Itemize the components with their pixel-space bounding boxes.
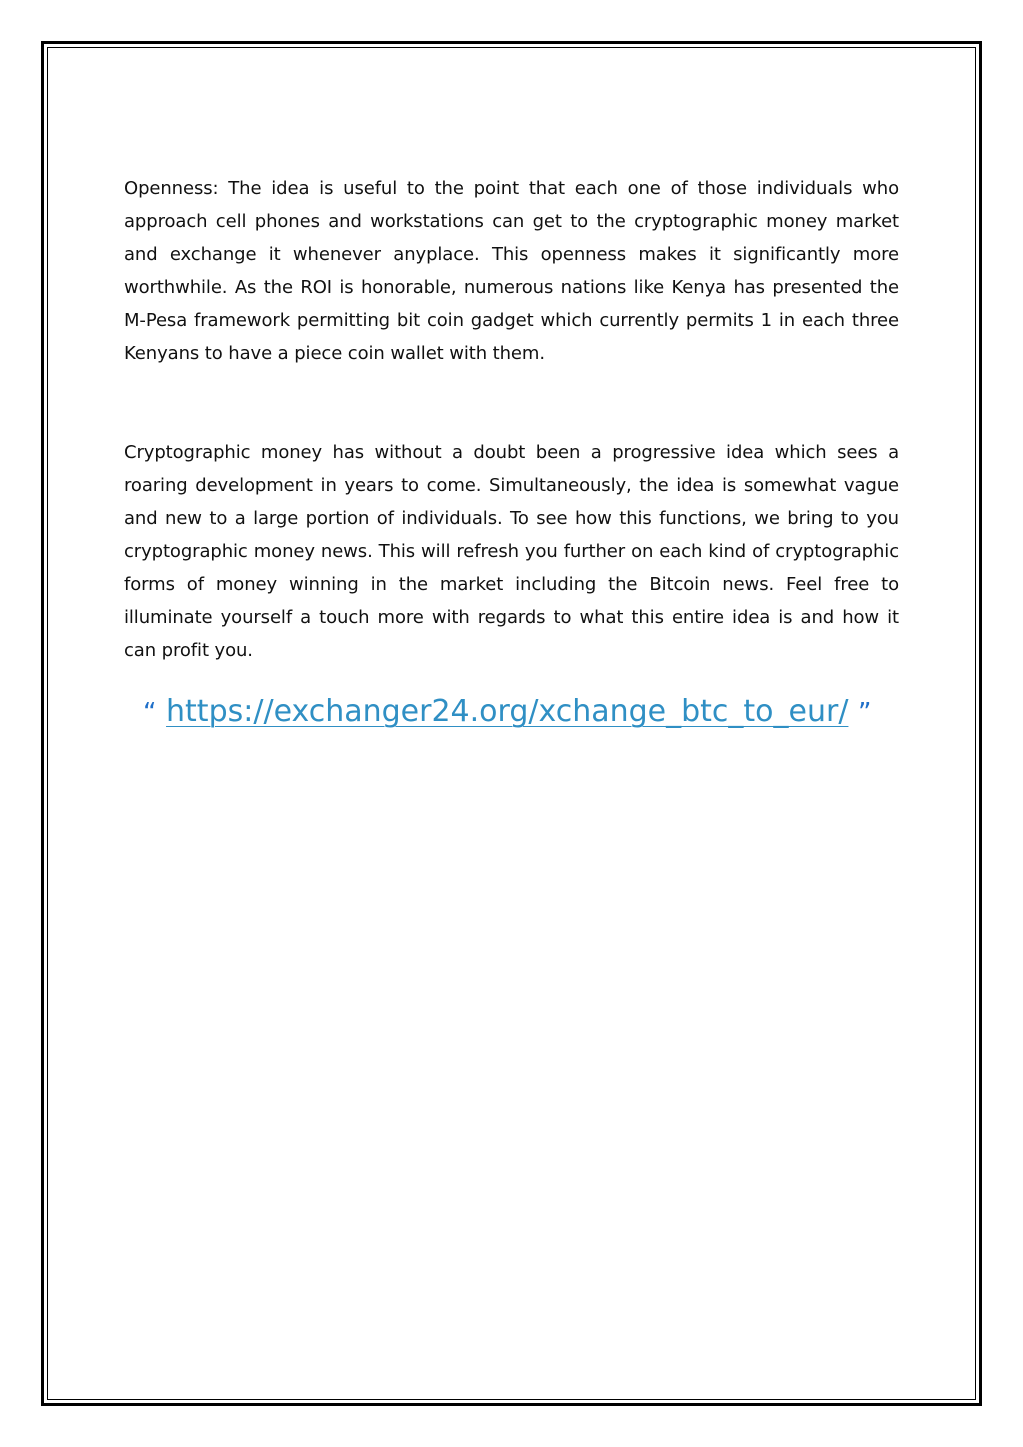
document-body xyxy=(124,172,899,667)
link-line xyxy=(143,690,871,735)
paragraph-openness: Openness: The idea is useful to the point that each one of those individuals who approach cell phones and workstations can get to the cryptographic money market and exchange it whenever anyplace. This openness makes it significantly more worthwhile. As the ROI is honorable, numerous nations like Kenya has presented the M-Pesa framework permitting bit coin gadget which currently permits 1 in each three Kenyans to have a piece coin wallet with them. xyxy=(124,178,899,364)
paragraph-cryptographic-money: Cryptographic money has without a doubt been a progressive idea which sees a roaring development in years to come. Simultaneously, the idea is somewhat vague and new to a large portion of individuals. To see how this functions, we bring to you cryptographic money news. This will refresh you further on each kind of cryptographic forms of money winning in the market including the Bitcoin news. Feel free to illuminate yourself a touch more with regards to what this entire idea is and how it can profit you. xyxy=(124,442,899,661)
open-quote: “ xyxy=(143,698,157,728)
exchanger-link[interactable]: https://exchanger24.org/xchange_btc_to_eur/ xyxy=(166,694,849,729)
close-quote: ” xyxy=(858,698,872,728)
